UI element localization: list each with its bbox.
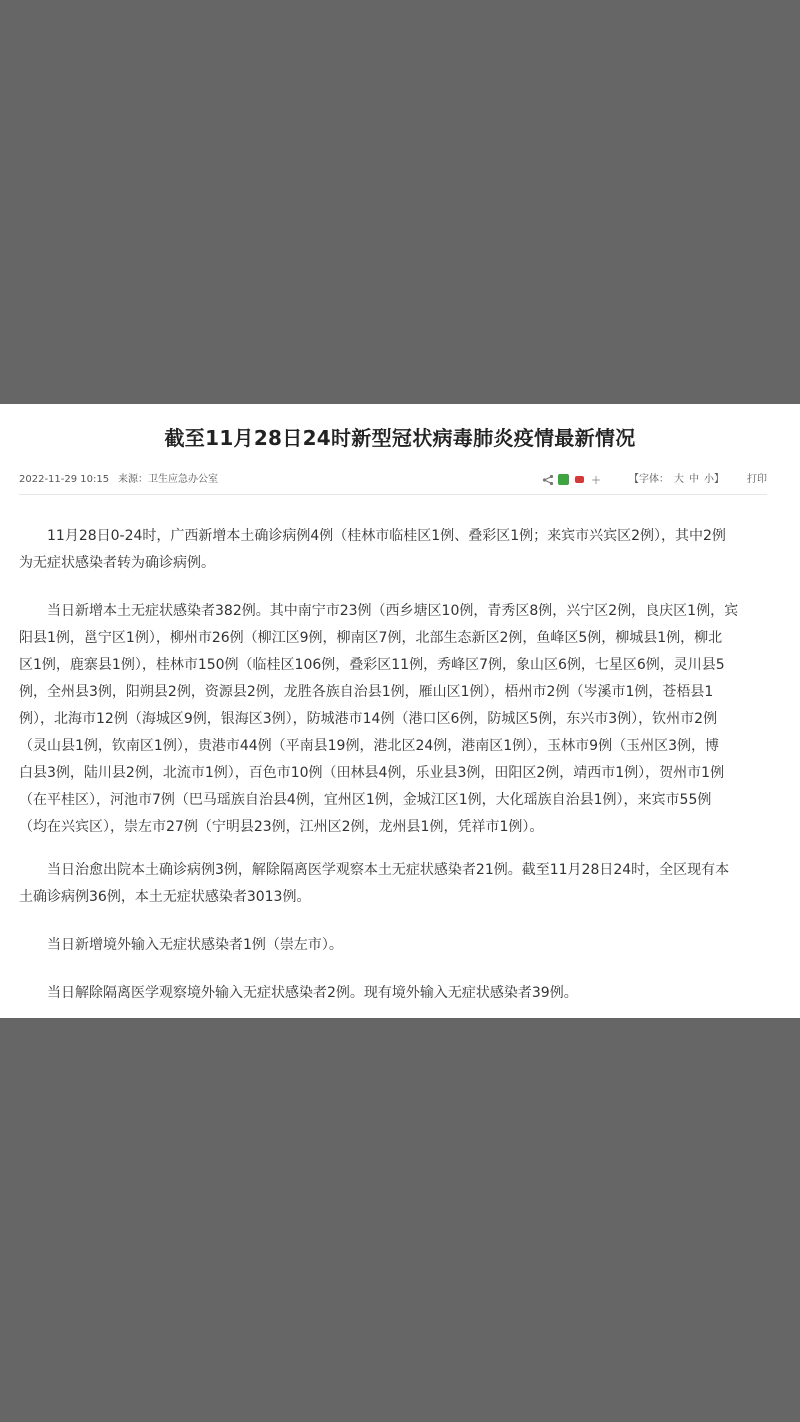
paragraph-line: 例，全州县3例，阳朔县2例，资源县2例，龙胜各族自治县1例，雁山区1例），梧州市2例（岑溪市1例，苍梧县1: [19, 684, 714, 700]
article-title: 截至11月28日24时新型冠状病毒肺炎疫情最新情况: [164, 426, 636, 450]
paragraph-line: （在平桂区），河池市7例（巴马瑶族自治县4例，宜州区1例，金城江区1例，大化瑶族自治县1例），来宾市55例: [19, 792, 712, 808]
article-source: 来源：卫生应急办公室: [118, 474, 218, 485]
font-medium-button[interactable]: 中: [689, 474, 699, 485]
paragraph-line: 阳县1例，邕宁区1例），柳州市26例（柳江区9例，柳南区7例，北部生态新区2例，鱼峰区5例，柳城县1例，柳北: [19, 630, 723, 646]
print-button[interactable]: 打印: [747, 474, 767, 485]
paragraph-line: 当日新增境外输入无症状感染者1例（崇左市）。: [47, 937, 343, 953]
meta-divider: [19, 494, 767, 495]
paragraph-line: 11月28日0-24时，广西新增本土确诊病例4例（桂林市临桂区1例、叠彩区1例；来宾市兴宾区2例），其中2例: [47, 528, 726, 544]
font-large-button[interactable]: 大: [674, 474, 684, 485]
font-size-label: 【字体：: [629, 474, 669, 485]
paragraph-line: （灵山县1例，钦南区1例），贵港市44例（平南县19例，港北区24例，港南区1例），玉林市9例（玉州区3例，博: [19, 738, 719, 754]
paragraph-line: 当日治愈出院本土确诊病例3例，解除隔离医学观察本土无症状感染者21例。截至11月28日24时，全区现有本: [47, 862, 730, 878]
font-size-control: [629, 470, 729, 490]
paragraph-line: 例），北海市12例（海城区9例，银海区3例），防城港市14例（港口区6例，防城区5例，东兴市3例），钦州市2例: [19, 711, 718, 727]
paragraph-line: 白县3例，陆川县2例，北流市1例），百色市10例（田林县4例，乐业县3例，田阳区2例，靖西市1例），贺州市1例: [19, 765, 725, 781]
paragraph-line: 为无症状感染者转为确诊病例。: [19, 555, 215, 571]
paragraph-line: （均在兴宾区），崇左市27例（宁明县23例，江州区2例，龙州县1例，凭祥市1例）。: [19, 819, 544, 835]
paragraph-line: 区1例，鹿寨县1例），桂林市150例（临桂区106例，叠彩区11例，秀峰区7例，象山区6例，七星区6例，灵川县5: [19, 657, 725, 673]
weibo-icon[interactable]: [575, 476, 584, 483]
plus-icon[interactable]: +: [591, 473, 602, 487]
article-card: [0, 404, 800, 1018]
share-icon[interactable]: [542, 474, 554, 486]
wechat-icon[interactable]: [558, 474, 569, 485]
article-meta: [19, 470, 767, 492]
font-small-button[interactable]: 小】: [704, 474, 724, 485]
publish-date: 2022-11-29 10:15: [19, 474, 110, 485]
paragraph-line: 当日新增本土无症状感染者382例。其中南宁市23例（西乡塘区10例，青秀区8例，兴宁区2例，良庆区1例，宾: [47, 603, 739, 619]
paragraph-line: 土确诊病例36例，本土无症状感染者3013例。: [19, 889, 311, 905]
paragraph-line: 当日解除隔离医学观察境外输入无症状感染者2例。现有境外输入无症状感染者39例。: [47, 985, 578, 1001]
